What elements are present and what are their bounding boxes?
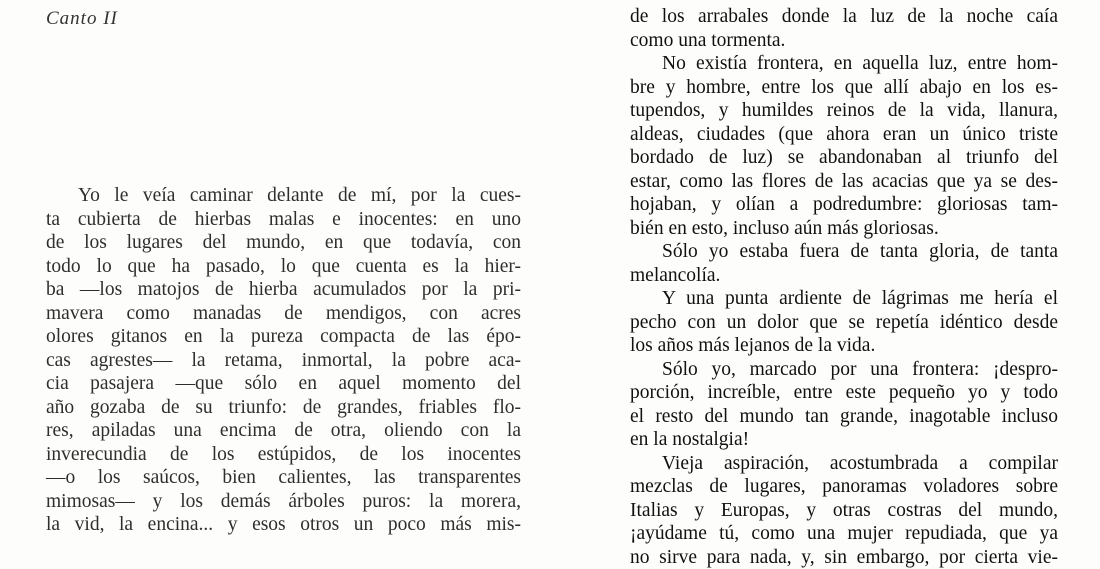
text-line: porción, increíble, entre este pequeño yo y todo	[630, 381, 1058, 405]
text-line: año gozaba de su triunfo: de grandes, friables flo-	[46, 396, 521, 420]
text-line: cas agrestes— la retama, inmortal, la pobre aca-	[46, 349, 521, 373]
text-line: inverecundia de los estúpidos, de los inocentes	[46, 443, 521, 467]
text-line: en la nostalgia!	[630, 428, 1058, 452]
text-line: todo lo que ha pasado, lo que cuenta es la hier-	[46, 255, 521, 279]
text-line: el resto del mundo tan grande, inagotable incluso	[630, 405, 1058, 429]
text-line: Italias y Europas, y otras costras del mundo,	[630, 499, 1058, 523]
right-page	[630, 0, 1058, 550]
text-line: no sirve para nada, y, sin embargo, por cierta vie-	[630, 546, 1058, 569]
text-line: mavera como manadas de mendigos, con acres	[46, 302, 521, 326]
text-line: pecho con un dolor que se repetía idéntico desde	[630, 311, 1058, 335]
running-head: Canto II	[46, 8, 118, 30]
text-line: bre y hombre, entre los que allí abajo en los es-	[630, 76, 1058, 100]
text-line: los años más lejanos de la vida.	[630, 334, 1058, 358]
text-line: res, apiladas una encima de otra, oliendo con la	[46, 419, 521, 443]
text-line: No existía frontera, en aquella luz, entre hom-	[630, 52, 1058, 76]
left-page	[46, 0, 521, 550]
left-page-body	[46, 184, 521, 537]
text-line: la vid, la encina... y esos otros un poco más mis-	[46, 513, 521, 537]
text-line: de los arrabales donde la luz de la noche caía	[630, 5, 1058, 29]
text-line: Sólo yo estaba fuera de tanta gloria, de tanta	[630, 240, 1058, 264]
text-line: Sólo yo, marcado por una frontera: ¡despro-	[630, 358, 1058, 382]
text-line: Vieja aspiración, acostumbrada a compilar	[630, 452, 1058, 476]
text-line: aldeas, ciudades (que ahora eran un único triste	[630, 123, 1058, 147]
text-line: Yo le veía caminar delante de mí, por la cues-	[46, 184, 521, 208]
text-line: ¡ayúdame tú, como una mujer repudiada, que ya	[630, 522, 1058, 546]
text-line: cia pasajera —que sólo en aquel momento del	[46, 372, 521, 396]
right-page-body	[630, 5, 1058, 569]
text-line: tupendos, y humildes reinos de la vida, llanura,	[630, 99, 1058, 123]
text-line: ta cubierta de hierbas malas e inocentes: en uno	[46, 208, 521, 232]
text-line: hojaban, y olían a podredumbre: gloriosas tam-	[630, 193, 1058, 217]
text-line: ba —los matojos de hierba acumulados por la pri-	[46, 278, 521, 302]
text-line: mimosas— y los demás árboles puros: la morera,	[46, 490, 521, 514]
text-line: bién en esto, incluso aún más gloriosas.	[630, 217, 1058, 241]
text-line: como una tormenta.	[630, 29, 1058, 53]
text-line: melancolía.	[630, 264, 1058, 288]
text-line: estar, como las flores de las acacias que ya se des-	[630, 170, 1058, 194]
text-line: bordado de luz) se abandonaban al triunfo del	[630, 146, 1058, 170]
text-line: mezclas de lugares, panoramas voladores sobre	[630, 475, 1058, 499]
text-line: Y una punta ardiente de lágrimas me hería el	[630, 287, 1058, 311]
text-line: —o los saúcos, bien calientes, las transparentes	[46, 466, 521, 490]
text-line: olores gitanos en la pureza compacta de las épo-	[46, 325, 521, 349]
text-line: de los lugares del mundo, en que todavía, con	[46, 231, 521, 255]
